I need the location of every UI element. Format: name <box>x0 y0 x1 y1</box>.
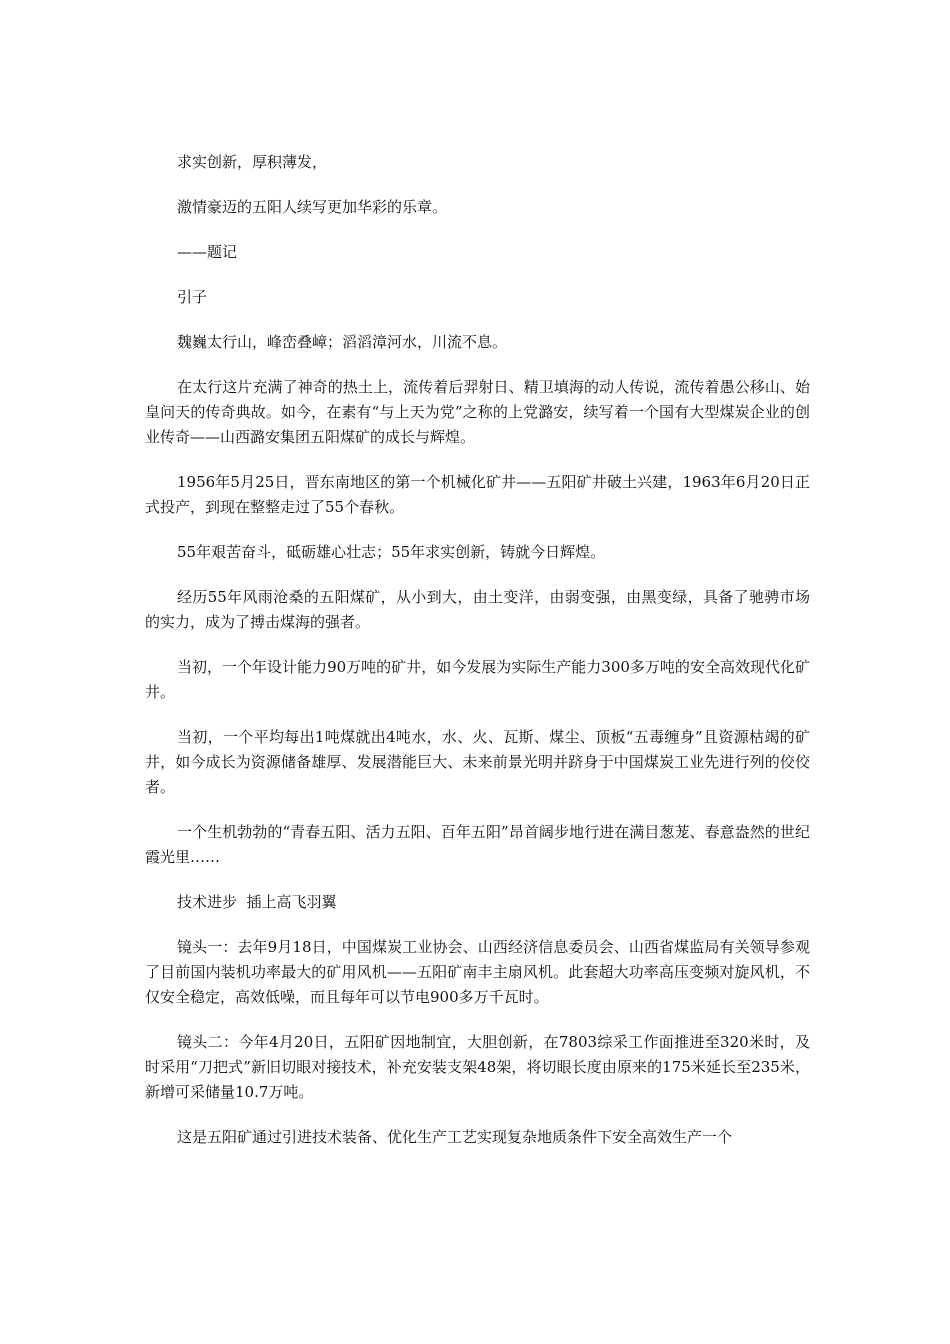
body-paragraph: 55年艰苦奋斗，砥砺雄心壮志；55年求实创新，铸就今日辉煌。 <box>177 543 606 561</box>
epigraph-line-2: 激情豪迈的五阳人续写更加华彩的乐章。 <box>177 198 448 216</box>
body-paragraph: 一个生机勃勃的“青春五阳、活力五阳、百年五阳”昂首阔步地行进在满目葱茏、春意盎然的世纪霞光里…… <box>145 823 810 866</box>
body-paragraph: 在太行这片充满了神奇的热土上，流传着后羿射日、精卫填海的动人传说，流传着愚公移山、始皇问天的传奇典故。如今，在素有“与上天为党”之称的上党潞安，续写着一个国有大型煤炭企业的创业传奇——山西潞安集团五阳煤矿的成长与辉煌。 <box>145 378 810 446</box>
section-heading-tech: 技术进步 插上高飞羽翼 <box>177 893 337 911</box>
body-paragraph: 这是五阳矿通过引进技术装备、优化生产工艺实现复杂地质条件下安全高效生产一个 <box>177 1128 733 1146</box>
body-paragraph: 1956年5月25日，晋东南地区的第一个机械化矿井——五阳矿井破土兴建，1963年6月20日正式投产，到现在整整走过了55个春秋。 <box>145 473 810 516</box>
body-paragraph: 当初，一个年设计能力90万吨的矿井，如今发展为实际生产能力300多万吨的安全高效现代化矿井。 <box>145 658 810 701</box>
document-body <box>145 150 810 1170</box>
epigraph-attribution: ——题记 <box>177 243 238 261</box>
section-heading-intro: 引子 <box>177 288 208 306</box>
body-paragraph: 镜头一：去年9月18日，中国煤炭工业协会、山西经济信息委员会、山西省煤监局有关领导参观了目前国内装机功率最大的矿用风机——五阳矿南丰主扇风机。此套超大功率高压变频对旋风机，不仅安全稳定，高效低噪，而且每年可以节电900多万千瓦时。 <box>145 938 810 1006</box>
body-paragraph: 镜头二：今年4月20日，五阳矿因地制宜，大胆创新，在7803综采工作面推进至320米时，及时采用“刀把式”新旧切眼对接技术，补充安装支架48架，将切眼长度由原来的175米延长至235米，新增可采储量10.7万吨。 <box>145 1033 810 1101</box>
body-paragraph: 经历55年风雨沧桑的五阳煤矿，从小到大，由土变洋，由弱变强，由黑变绿，具备了驰骋市场的实力，成为了搏击煤海的强者。 <box>145 588 810 631</box>
epigraph-line-1: 求实创新，厚积薄发， <box>177 153 328 171</box>
body-paragraph: 当初，一个平均每出1吨煤就出4吨水，水、火、瓦斯、煤尘、顶板“五毒缠身”且资源枯竭的矿井，如今成长为资源储备雄厚、发展潜能巨大、未来前景光明并跻身于中国煤炭工业先进行列的佼佼者。 <box>145 728 810 796</box>
body-paragraph: 魏巍太行山，峰峦叠嶂；滔滔漳河水，川流不息。 <box>177 333 508 351</box>
